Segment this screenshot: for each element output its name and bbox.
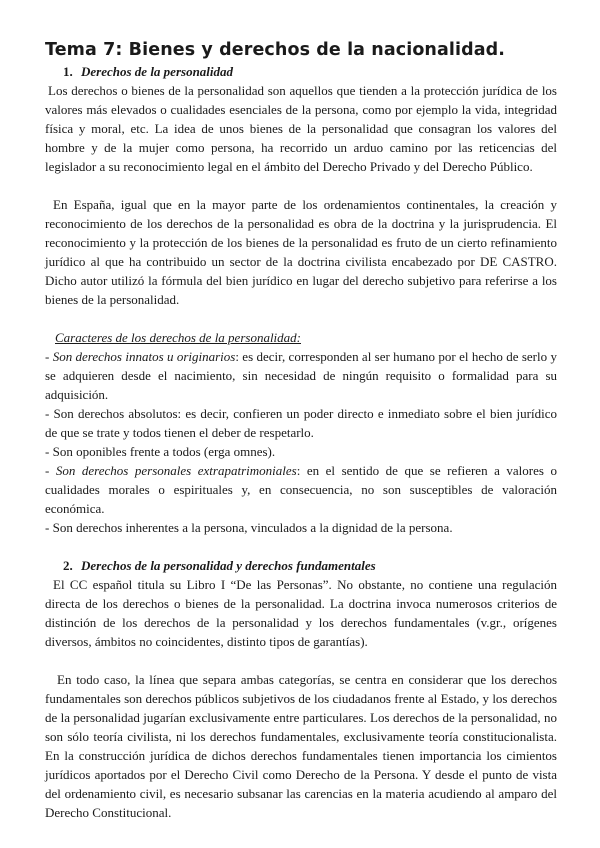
section-1-paragraph-2-text: En España, igual que en la mayor parte de los ordenamientos continentales, la creación y reconocimiento de los derechos de la personalidad es obra de la doctrina y la jurisprudencia. El reconocimiento y la protección de los bienes de la personalidad es fruto de un cierto refinamiento jurídico al que ha contribuido un sector de la doctrina civilista encabezado por DE CASTRO. Dicho autor utilizó la fórmula del bien jurídico en lugar del derecho subjetivo para referirse a los bienes de la personalidad.	[45, 197, 557, 307]
bullet-lead: -	[45, 444, 53, 459]
section-1-paragraph-1	[45, 81, 557, 176]
section-1-heading	[45, 62, 557, 81]
list-item	[45, 518, 557, 537]
section-2-number: 2.	[63, 558, 73, 573]
bullet-emphasis: Son derechos innatos u originarios	[52, 349, 236, 364]
list-item	[45, 404, 557, 442]
bullet-emphasis: Son derechos personales extrapatrimoniales	[55, 463, 297, 478]
section-1-title: Derechos de la personalidad	[81, 64, 234, 79]
section-2-paragraph-1	[45, 575, 557, 651]
section-2-paragraph-2	[45, 670, 557, 822]
section-1-number: 1.	[63, 64, 73, 79]
spacer	[45, 176, 557, 195]
section-2-heading	[45, 556, 557, 575]
bullet-lead: -	[45, 463, 56, 478]
bullet-text: : en el sentido de que se refieren a valores o cualidades morales o espirituales y, en consecuencia, no son susceptibles de valoración económica.	[45, 463, 557, 516]
bullet-text: Son derechos absolutos: es decir, confieren un poder directo e inmediato sobre el bien jurídico de que se trate y todos tienen el deber de respetarlo.	[45, 406, 557, 440]
bullet-text: : es decir, corresponden al ser humano por el hecho de serlo y se adquieren desde el nacimiento, sin necesidad de ningún requisito o formalidad para su adquisición.	[45, 349, 557, 402]
characteristics-heading: Caracteres de los derechos de la personalidad:	[55, 330, 301, 345]
list-item	[45, 347, 557, 404]
list-item	[45, 442, 557, 461]
section-1-paragraph-2	[45, 195, 557, 309]
section-2-paragraph-2-text: En todo caso, la línea que separa ambas categorías, se centra en considerar que los derechos fundamentales son derechos públicos subjetivos de los ciudadanos frente al Estado, y los derechos de la personalidad jugarían exclusivamente entre particulares. Los derechos de la personalidad, no son sólo teoría civilista, ni los derechos fundamentales, exclusivamente teoría constitucionalista. En la construcción jurídica de dichos derechos fundamentales tienen importancia los cimientos jurídicos aportados por el Derecho Civil como Derecho de la Persona. Y desde el punto de vista del ordenamiento civil, es necesario subsanar las carencias en la materia acudiendo al amparo del Derecho Constitucional.	[45, 672, 557, 820]
page-title: Tema 7: Bienes y derechos de la nacionalidad.	[45, 40, 506, 60]
bullet-lead: -	[45, 520, 53, 535]
spacer	[45, 537, 557, 556]
document-page	[45, 38, 557, 822]
spacer	[45, 651, 557, 670]
section-2-paragraph-1-text: El CC español titula su Libro I “De las Personas”. No obstante, no contiene una regulación directa de los derechos o bienes de la personalidad. La doctrina invoca numerosos criterios de distinción de los derechos de la personalidad y los derechos fundamentales (v.gr., orígenes diversos, ámbitos no coincidentes, distinto tipos de garantías).	[45, 577, 557, 649]
bullet-text: Son derechos inherentes a la persona, vinculados a la dignidad de la persona.	[52, 520, 453, 535]
list-item	[45, 461, 557, 518]
section-2-title: Derechos de la personalidad y derechos fundamentales	[81, 558, 376, 573]
bullet-lead: -	[45, 349, 53, 364]
bullet-lead: -	[45, 406, 54, 421]
spacer	[45, 309, 557, 328]
section-1-paragraph-1-text: Los derechos o bienes de la personalidad son aquellos que tienden a la protección jurídica de los valores más elevados o cualidades esenciales de la persona, como por ejemplo la vida, integridad física y moral, etc. La idea de unos bienes de la personalidad que consagran los valores del hombre y de la mujer como persona, ha recorrido un arduo camino por las reticencias del legislador a su reconocimiento legal en el ámbito del Derecho Privado y del Derecho Público.	[45, 83, 557, 174]
bullet-text: Son oponibles frente a todos (erga omnes).	[52, 444, 276, 459]
